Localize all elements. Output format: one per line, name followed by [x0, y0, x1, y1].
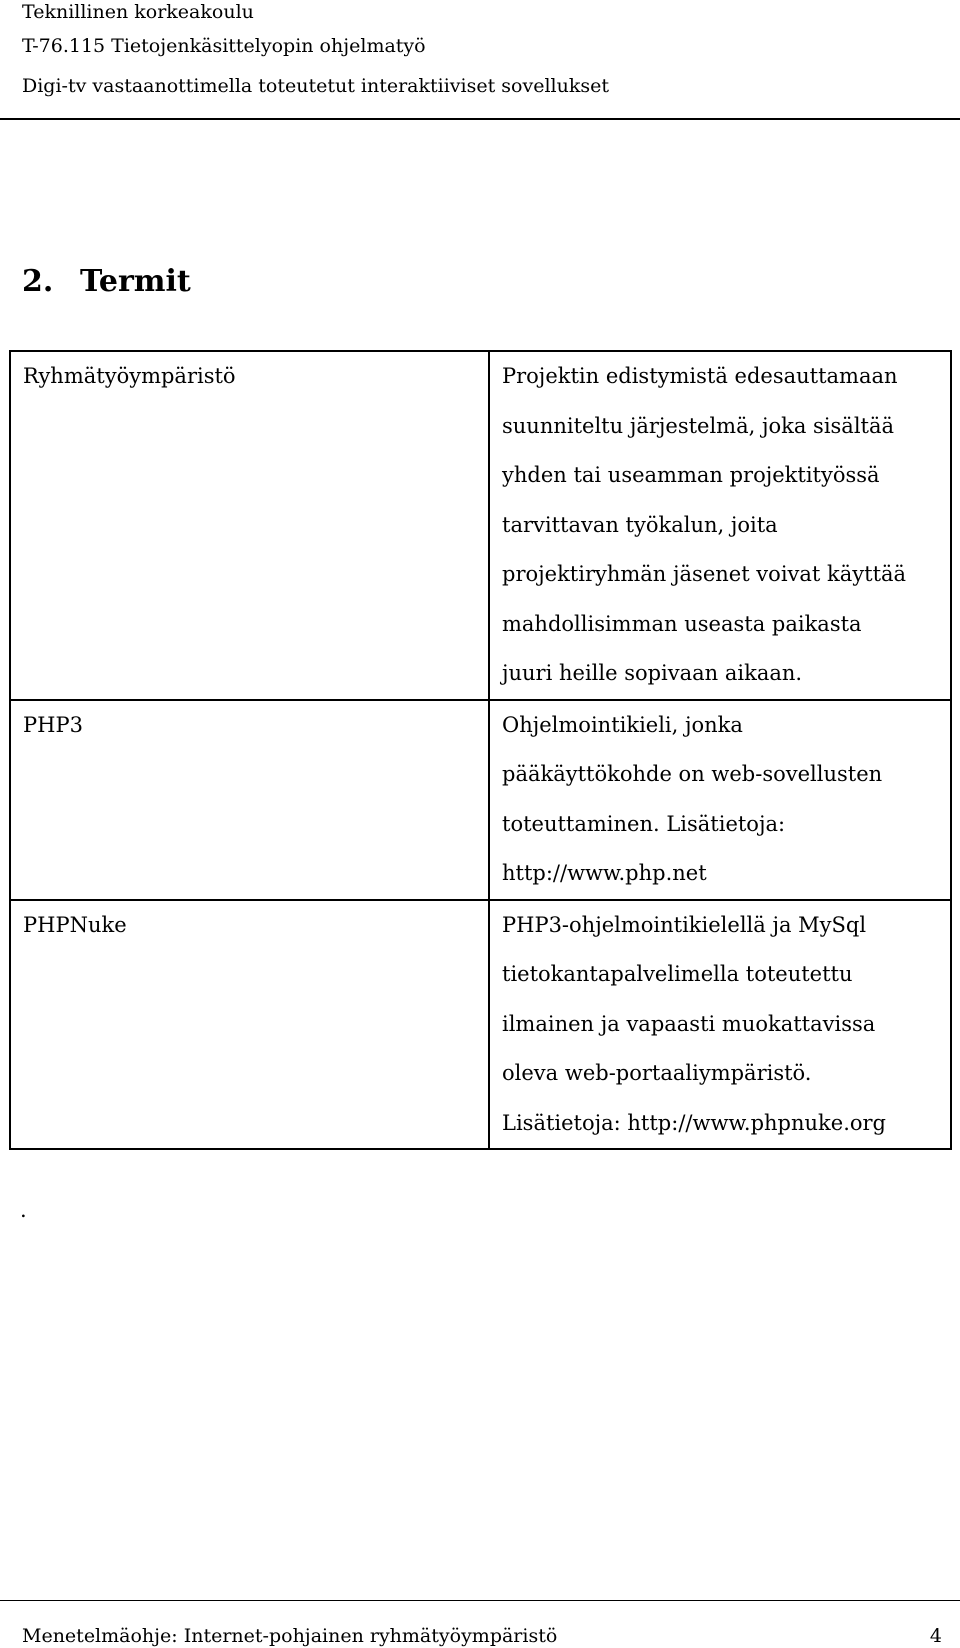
- definition-line: juuri heille sopivaan aikaan.: [502, 661, 803, 685]
- header-course: T-76.115 Tietojenkäsittelyopin ohjelmatyö: [22, 35, 426, 57]
- definition-cell: [489, 351, 951, 700]
- definition-line: suunniteltu järjestelmä, joka sisältää: [502, 413, 895, 438]
- definition-link[interactable]: Lisätietoja: http://www.phpnuke.org: [502, 1110, 886, 1135]
- header-project: Digi-tv vastaanottimella toteutetut interaktiiviset sovellukset: [22, 75, 609, 97]
- definition-line: yhden tai useamman projektityössä: [502, 463, 880, 487]
- definition-line: ilmainen ja vapaasti muokattavissa: [502, 1011, 876, 1036]
- definition-line: toteuttaminen. Lisätietoja:: [502, 811, 786, 836]
- section-title: Termit: [80, 264, 191, 299]
- definition-line: PHP3-ohjelmointikielellä ja MySql: [502, 912, 867, 937]
- term-cell: [10, 900, 489, 1150]
- term-label: PHP3: [23, 712, 83, 737]
- footer-text: Menetelmäohje: Internet-pohjainen ryhmätyöympäristö: [22, 1625, 558, 1647]
- definition-line: tietokantapalvelimella toteutettu: [502, 962, 853, 986]
- page-number: 4: [929, 1625, 942, 1647]
- definition-line: Ohjelmointikieli, jonka: [502, 712, 743, 737]
- section-heading: [22, 262, 191, 302]
- page-footer: [22, 1624, 942, 1648]
- definition-line: tarvittavan työkalun, joita: [502, 512, 778, 537]
- header-institution: Teknillinen korkeakoulu: [22, 1, 254, 23]
- term-label: PHPNuke: [23, 912, 127, 937]
- definition-cell: [489, 700, 951, 900]
- table-row: [10, 700, 951, 900]
- definition-line: oleva web-portaaliympäristö.: [502, 1061, 812, 1085]
- term-cell: [10, 700, 489, 900]
- header-rule: [0, 118, 960, 120]
- table-row: [10, 351, 951, 700]
- page-header: [22, 0, 940, 106]
- definition-line: pääkäyttökohde on web-sovellusten: [502, 762, 883, 786]
- section-number: 2.: [22, 264, 54, 299]
- definition-link[interactable]: http://www.php.net: [502, 861, 707, 885]
- term-cell: [10, 351, 489, 700]
- term-label: Ryhmätyöympäristö: [23, 364, 236, 388]
- table-row: [10, 900, 951, 1150]
- definition-cell: [489, 900, 951, 1150]
- definition-line: projektiryhmän jäsenet voivat käyttää: [502, 562, 907, 586]
- terms-table: [9, 350, 952, 1150]
- stray-dot: .: [20, 1198, 27, 1222]
- footer-rule: [0, 1600, 960, 1601]
- definition-line: Projektin edistymistä edesauttamaan: [502, 364, 898, 388]
- definition-line: mahdollisimman useasta paikasta: [502, 611, 862, 636]
